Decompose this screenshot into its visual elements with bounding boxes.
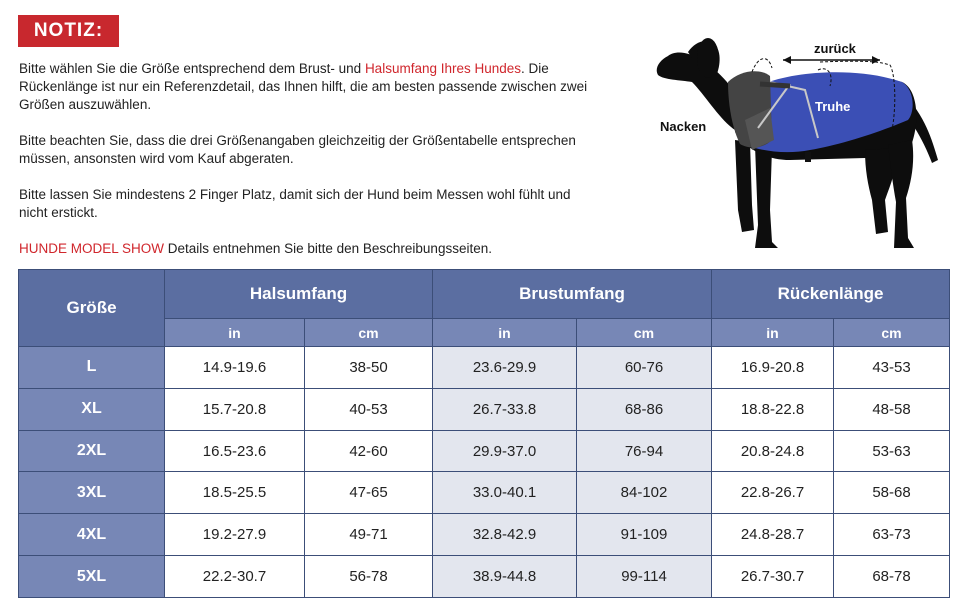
chest-girth-header: Brustumfang [433,270,712,319]
value-cell: 84-102 [577,472,712,514]
value-cell: 14.9-19.6 [165,347,305,389]
value-cell: 26.7-30.7 [712,556,834,598]
notice-paragraph-4 [19,240,594,258]
value-cell: 49-71 [305,514,433,556]
value-cell: 53-63 [834,430,950,472]
value-cell: 22.8-26.7 [712,472,834,514]
neck-label: Nacken [660,119,707,134]
value-cell: 68-86 [577,388,712,430]
unit-header: in [165,319,305,347]
notice-paragraph-2: Bitte beachten Sie, dass die drei Größenangaben gleichzeitig der Größentabelle entsprechen müssen, ansonsten wird vom Kauf abgeraten. [19,133,576,166]
table-row [19,347,950,389]
value-cell: 58-68 [834,472,950,514]
value-cell: 29.9-37.0 [433,430,577,472]
dog-illustration [640,20,960,260]
table-row [19,472,950,514]
table-row [19,430,950,472]
value-cell: 23.6-29.9 [433,347,577,389]
value-cell: 18.8-22.8 [712,388,834,430]
notice-paragraph-1 [19,60,594,114]
value-cell: 76-94 [577,430,712,472]
value-cell: 15.7-20.8 [165,388,305,430]
value-cell: 47-65 [305,472,433,514]
value-cell: 16.5-23.6 [165,430,305,472]
size-cell: 3XL [19,472,165,514]
table-row [19,556,950,598]
value-cell: 63-73 [834,514,950,556]
value-cell: 22.2-30.7 [165,556,305,598]
value-cell: 33.0-40.1 [433,472,577,514]
size-cell: XL [19,388,165,430]
back-length-header: Rückenlänge [712,270,950,319]
size-cell: 5XL [19,556,165,598]
notice-text [19,60,594,276]
value-cell: 19.2-27.9 [165,514,305,556]
size-cell: L [19,347,165,389]
value-cell: 38.9-44.8 [433,556,577,598]
value-cell: 60-76 [577,347,712,389]
dog-measurement-diagram [640,20,960,260]
size-header: Größe [19,270,165,347]
value-cell: 42-60 [305,430,433,472]
neck-girth-header: Halsumfang [165,270,433,319]
notice-p1-text: Bitte wählen Sie die Größe entsprechend dem Brust- und [19,61,365,76]
value-cell: 24.8-28.7 [712,514,834,556]
value-cell: 91-109 [577,514,712,556]
value-cell: 48-58 [834,388,950,430]
value-cell: 16.9-20.8 [712,347,834,389]
value-cell: 38-50 [305,347,433,389]
notice-p1-text-end: . Die Rückenlänge ist nur ein Referenzdetail, das Ihnen hilft, die am besten passende zwischen zwei Größen auszuwählen. [19,61,588,112]
value-cell: 32.8-42.9 [433,514,577,556]
notice-paragraph-3: Bitte lassen Sie mindestens 2 Finger Platz, damit sich der Hund beim Messen wohl fühlt und nicht erstickt. [19,187,571,220]
notice-p1-highlight: Halsumfang Ihres Hundes [364,61,522,76]
value-cell: 99-114 [577,556,712,598]
value-cell: 56-78 [305,556,433,598]
back-length-label: zurück [814,41,856,56]
size-cell: 2XL [19,430,165,472]
table-row [19,388,950,430]
table-row [19,514,950,556]
size-cell: 4XL [19,514,165,556]
model-show-label: HUNDE MODEL SHOW [19,241,165,256]
notice-badge: NOTIZ: [18,15,119,47]
chest-label: Truhe [815,99,851,114]
value-cell: 20.8-24.8 [712,430,834,472]
value-cell: 26.7-33.8 [433,388,577,430]
unit-header: in [712,319,834,347]
value-cell: 18.5-25.5 [165,472,305,514]
unit-header: cm [305,319,433,347]
value-cell: 43-53 [834,347,950,389]
unit-header: in [433,319,577,347]
notice-p4-text: Details entnehmen Sie bitte den Beschreibungsseiten. [164,241,492,256]
size-table-body [19,347,950,598]
value-cell: 68-78 [834,556,950,598]
value-cell: 40-53 [305,388,433,430]
size-chart-table [18,269,950,598]
unit-header: cm [577,319,712,347]
unit-header: cm [834,319,950,347]
